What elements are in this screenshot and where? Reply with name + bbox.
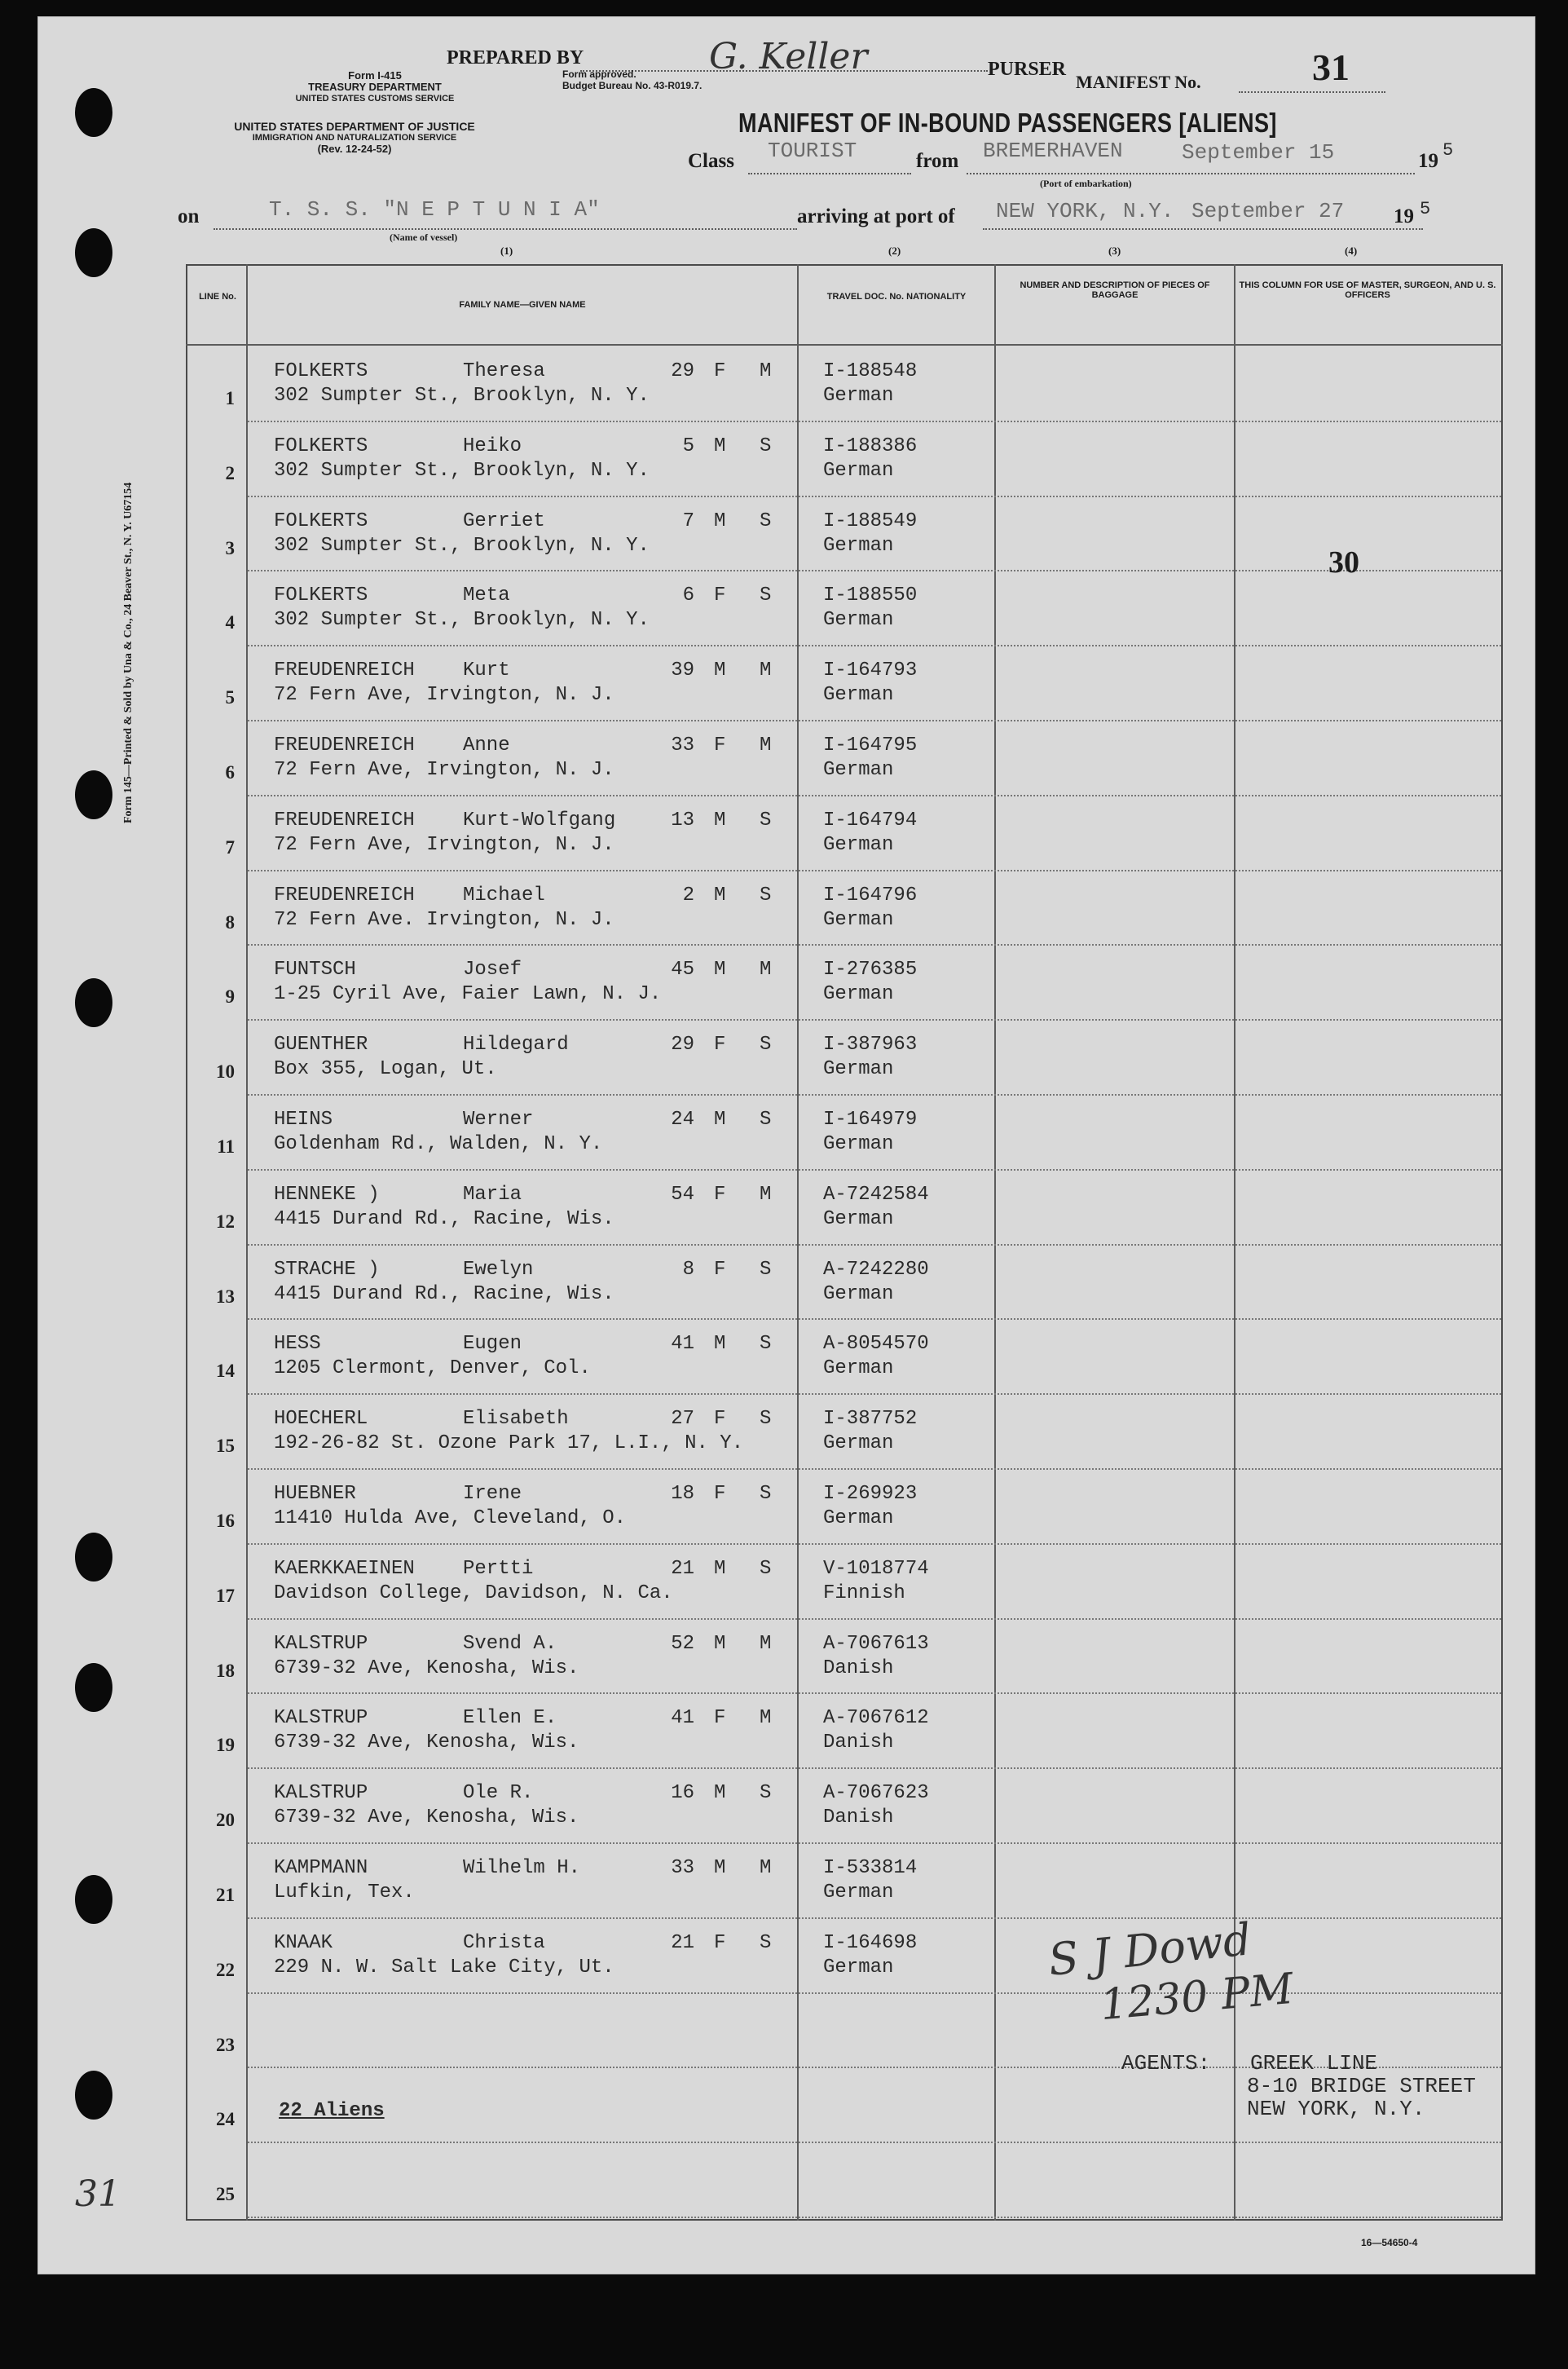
punch-hole — [75, 2071, 112, 2120]
manifest-no-line — [1239, 91, 1385, 93]
address: 302 Sumpter St., Brooklyn, N. Y. — [274, 460, 650, 482]
address: 229 N. W. Salt Lake City, Ut. — [274, 1957, 614, 1979]
row-divider — [248, 1169, 1501, 1171]
arrival-line — [983, 228, 1423, 230]
age: 52 — [671, 1633, 694, 1655]
marital-status: S — [760, 585, 772, 607]
marital-status: M — [760, 1633, 772, 1655]
travel-doc-number: I-269923 — [823, 1483, 918, 1505]
budget-bureau: Budget Bureau No. 43-R019.7. — [562, 80, 703, 91]
age: 2 — [682, 885, 694, 907]
family-name: HUEBNER — [274, 1483, 356, 1505]
family-name: KALSTRUP — [274, 1707, 368, 1729]
nationality: German — [823, 609, 894, 631]
family-name: KNAAK — [274, 1932, 333, 1954]
punch-hole — [75, 228, 112, 277]
sex: F — [714, 1707, 726, 1729]
given-name: Ole R. — [463, 1782, 534, 1804]
sex: F — [714, 1034, 726, 1056]
nationality: Danish — [823, 1807, 894, 1829]
nationality: German — [823, 535, 894, 557]
arrival-year-prefix: 19 — [1394, 205, 1414, 227]
inspector-signature: S J Dowd — [1046, 1913, 1254, 1986]
year-suffix: 5 — [1442, 140, 1454, 161]
age: 7 — [682, 510, 694, 532]
given-name: Gerriet — [463, 510, 545, 532]
travel-doc-number: I-164796 — [823, 885, 918, 907]
given-name: Heiko — [463, 435, 522, 457]
line-number: 13 — [216, 1286, 235, 1307]
given-name: Ellen E. — [463, 1707, 557, 1729]
manifest-title: MANIFEST OF IN-BOUND PASSENGERS [ALIENS] — [738, 108, 1277, 138]
line-number: 23 — [216, 2035, 235, 2055]
marital-status: S — [760, 810, 772, 832]
row-divider — [248, 1842, 1501, 1845]
line-number: 19 — [216, 1735, 235, 1755]
row-divider — [248, 2217, 1501, 2219]
travel-doc-number: I-188549 — [823, 510, 918, 532]
address: Box 355, Logan, Ut. — [274, 1058, 497, 1080]
family-name: KALSTRUP — [274, 1633, 368, 1655]
class-label: Class — [688, 150, 734, 172]
vessel-caption: (Name of vessel) — [390, 232, 458, 243]
customs-service: UNITED STATES CUSTOMS SERVICE — [295, 94, 455, 104]
immigration-service: IMMIGRATION AND NATURALIZATION SERVICE — [252, 133, 457, 143]
row-divider — [248, 1692, 1501, 1695]
footer-code: 16—54650-4 — [1361, 2237, 1418, 2248]
nationality: German — [823, 1058, 894, 1080]
given-name: Pertti — [463, 1558, 534, 1580]
address: 1-25 Cyril Ave, Faier Lawn, N. J. — [274, 983, 662, 1005]
from-label: from — [916, 150, 959, 172]
marital-status: S — [760, 1483, 772, 1505]
class-line — [748, 173, 911, 174]
age: 41 — [671, 1707, 694, 1729]
travel-doc-number: A-7067623 — [823, 1782, 929, 1804]
sex: M — [714, 510, 726, 532]
family-name: GUENTHER — [274, 1034, 368, 1056]
age: 45 — [671, 959, 694, 981]
marital-status: S — [760, 1408, 772, 1430]
age: 27 — [671, 1408, 694, 1430]
line-number: 7 — [225, 837, 235, 858]
punch-hole — [75, 770, 112, 819]
sex: F — [714, 1259, 726, 1281]
address: 72 Fern Ave, Irvington, N. J. — [274, 684, 614, 706]
travel-doc-number: I-188548 — [823, 360, 918, 382]
arrival-year-suffix: 5 — [1420, 199, 1431, 219]
marital-status: S — [760, 1932, 772, 1954]
address: 302 Sumpter St., Brooklyn, N. Y. — [274, 609, 650, 631]
marital-status: S — [760, 1259, 772, 1281]
line-number: 18 — [216, 1661, 235, 1681]
travel-doc-number: A-8054570 — [823, 1333, 929, 1355]
family-name: HENNEKE ) — [274, 1184, 380, 1206]
age: 33 — [671, 735, 694, 757]
given-name: Maria — [463, 1184, 522, 1206]
nationality: German — [823, 460, 894, 482]
line-number: 8 — [225, 912, 235, 933]
row-divider — [248, 1468, 1501, 1471]
nationality: Danish — [823, 1657, 894, 1679]
row-divider — [248, 2142, 1501, 2144]
nationality: German — [823, 684, 894, 706]
grid-line — [246, 264, 248, 2221]
family-name: FOLKERTS — [274, 510, 368, 532]
row-divider — [248, 1318, 1501, 1321]
form-approved: Form approved. — [562, 68, 636, 80]
sex: M — [714, 959, 726, 981]
nationality: Danish — [823, 1732, 894, 1754]
sex: M — [714, 810, 726, 832]
travel-doc-number: A-7067612 — [823, 1707, 929, 1729]
row-divider — [248, 570, 1501, 572]
family-name: FUNTSCH — [274, 959, 356, 981]
marital-status: S — [760, 1558, 772, 1580]
marital-status: S — [760, 1109, 772, 1131]
row-divider — [248, 1393, 1501, 1396]
line-number: 22 — [216, 1960, 235, 1980]
marital-status: S — [760, 1333, 772, 1355]
sex: F — [714, 735, 726, 757]
age: 6 — [682, 585, 694, 607]
total-aliens: 22 Aliens — [279, 2100, 385, 2122]
row-divider — [248, 1094, 1501, 1096]
marital-status: S — [760, 885, 772, 907]
year-prefix: 19 — [1418, 150, 1438, 172]
vessel-name: T. S. S. "N E P T U N I A" — [269, 197, 600, 222]
travel-doc-number: I-387752 — [823, 1408, 918, 1430]
travel-doc-number: A-7242280 — [823, 1259, 929, 1281]
line-number: 16 — [216, 1511, 235, 1531]
sex: F — [714, 1483, 726, 1505]
travel-doc-number: I-164979 — [823, 1109, 918, 1131]
row-divider — [248, 870, 1501, 872]
row-divider — [248, 645, 1501, 647]
manifest-no-label: MANIFEST No. — [1076, 72, 1201, 92]
sex: F — [714, 1932, 726, 1954]
family-name: FOLKERTS — [274, 585, 368, 607]
sex: M — [714, 1782, 726, 1804]
nationality: German — [823, 385, 894, 407]
travel-doc-number: I-533814 — [823, 1857, 918, 1879]
officer-mark: 30 — [1328, 545, 1359, 580]
form-number: Form I-415 — [348, 69, 402, 82]
address: 302 Sumpter St., Brooklyn, N. Y. — [274, 385, 650, 407]
address: 72 Fern Ave, Irvington, N. J. — [274, 759, 614, 781]
col-header-officers: THIS COLUMN FOR USE OF MASTER, SURGEON, AND U. S. OFFICERS — [1239, 280, 1496, 300]
sex: M — [714, 435, 726, 457]
row-divider — [248, 1917, 1501, 1920]
travel-doc-number: A-7067613 — [823, 1633, 929, 1655]
family-name: HESS — [274, 1333, 321, 1355]
vessel-line — [214, 228, 797, 230]
nationality: German — [823, 1432, 894, 1454]
sex: M — [714, 1558, 726, 1580]
line-number: 9 — [225, 986, 235, 1007]
address: 6739-32 Ave, Kenosha, Wis. — [274, 1807, 579, 1829]
line-number: 3 — [225, 538, 235, 558]
agent-line-2: 8-10 BRIDGE STREET — [1247, 2074, 1476, 2098]
line-number: 17 — [216, 1586, 235, 1606]
marital-status: M — [760, 1707, 772, 1729]
on-label: on — [178, 205, 200, 227]
departure-date: September 15 — [1182, 140, 1335, 165]
line-number: 2 — [225, 463, 235, 483]
nationality: German — [823, 759, 894, 781]
row-divider — [248, 720, 1501, 722]
given-name: Ewelyn — [463, 1259, 534, 1281]
family-name: KALSTRUP — [274, 1782, 368, 1804]
column-mark-1: (1) — [500, 245, 513, 257]
given-name: Irene — [463, 1483, 522, 1505]
row-divider — [248, 1992, 1501, 1995]
family-name: STRACHE ) — [274, 1259, 380, 1281]
manifest-table — [186, 264, 1503, 2221]
travel-doc-number: I-276385 — [823, 959, 918, 981]
sex: M — [714, 1109, 726, 1131]
nationality: Finnish — [823, 1582, 905, 1604]
agent-line-3: NEW YORK, N.Y. — [1247, 2097, 1425, 2121]
given-name: Christa — [463, 1932, 545, 1954]
sex: F — [714, 585, 726, 607]
grid-line — [797, 264, 799, 2221]
given-name: Meta — [463, 585, 510, 607]
travel-doc-number: I-164698 — [823, 1932, 918, 1954]
age: 21 — [671, 1932, 694, 1954]
family-name: HOECHERL — [274, 1408, 368, 1430]
port-of-embarkation: BREMERHAVEN — [983, 139, 1123, 163]
col-header-baggage: NUMBER AND DESCRIPTION OF PIECES OF BAGGAGE — [1020, 280, 1210, 300]
row-divider — [248, 496, 1501, 498]
line-number: 12 — [216, 1211, 235, 1232]
given-name: Hildegard — [463, 1034, 569, 1056]
prepared-by-label: PREPARED BY — [447, 47, 584, 68]
marital-status: S — [760, 510, 772, 532]
marital-status: M — [760, 959, 772, 981]
punch-hole — [75, 978, 112, 1027]
marital-status: M — [760, 360, 772, 382]
nationality: German — [823, 1208, 894, 1230]
punch-hole — [75, 88, 112, 137]
port-embarkation-caption: (Port of embarkation) — [1040, 178, 1132, 189]
age: 33 — [671, 1857, 694, 1879]
travel-doc-number: V-1018774 — [823, 1558, 929, 1580]
age: 29 — [671, 1034, 694, 1056]
marital-status: S — [760, 1782, 772, 1804]
given-name: Theresa — [463, 360, 545, 382]
nationality: German — [823, 1882, 894, 1904]
nationality: German — [823, 1357, 894, 1379]
given-name: Kurt — [463, 660, 510, 682]
line-number: 25 — [216, 2184, 235, 2204]
family-name: KAMPMANN — [274, 1857, 368, 1879]
col-header-travel-doc: TRAVEL DOC. No. NATIONALITY — [826, 292, 967, 302]
address: 6739-32 Ave, Kenosha, Wis. — [274, 1657, 579, 1679]
address: Lufkin, Tex. — [274, 1882, 415, 1904]
row-divider — [248, 1618, 1501, 1621]
address: 4415 Durand Rd., Racine, Wis. — [274, 1283, 614, 1305]
line-number: 10 — [216, 1061, 235, 1082]
age: 21 — [671, 1558, 694, 1580]
arriving-label: arriving at port of — [797, 205, 955, 227]
family-name: KAERKKAEINEN — [274, 1558, 415, 1580]
address: Goldenham Rd., Walden, N. Y. — [274, 1133, 603, 1155]
address: 72 Fern Ave. Irvington, N. J. — [274, 909, 614, 931]
nationality: German — [823, 1957, 894, 1979]
column-mark-4: (4) — [1345, 245, 1358, 257]
address: 11410 Hulda Ave, Cleveland, O. — [274, 1507, 627, 1529]
nationality: German — [823, 1133, 894, 1155]
manifest-number: 31 — [1312, 46, 1350, 88]
row-divider — [248, 1767, 1501, 1770]
address: 72 Fern Ave, Irvington, N. J. — [274, 834, 614, 856]
travel-doc-number: I-387963 — [823, 1034, 918, 1056]
margin-note: 31 — [75, 2173, 121, 2215]
revision-date: (Rev. 12-24-52) — [317, 143, 392, 155]
age: 16 — [671, 1782, 694, 1804]
line-number: 14 — [216, 1361, 235, 1381]
travel-doc-number: A-7242584 — [823, 1184, 929, 1206]
inspector-time: 1230 PM — [1098, 1964, 1296, 2031]
address: 6739-32 Ave, Kenosha, Wis. — [274, 1732, 579, 1754]
line-number: 5 — [225, 687, 235, 708]
travel-doc-number: I-188386 — [823, 435, 918, 457]
line-number: 6 — [225, 762, 235, 783]
arrival-date: September 27 — [1191, 199, 1345, 223]
sex: F — [714, 1408, 726, 1430]
age: 39 — [671, 660, 694, 682]
prepared-by-signature: G. Keller — [709, 36, 868, 77]
family-name: FREUDENREICH — [274, 660, 415, 682]
marital-status: M — [760, 1857, 772, 1879]
age: 29 — [671, 360, 694, 382]
class-value: TOURIST — [768, 139, 857, 163]
given-name: Werner — [463, 1109, 534, 1131]
column-mark-2: (2) — [888, 245, 901, 257]
given-name: Kurt-Wolfgang — [463, 810, 616, 832]
age: 41 — [671, 1333, 694, 1355]
age: 54 — [671, 1184, 694, 1206]
family-name: FREUDENREICH — [274, 735, 415, 757]
marital-status: M — [760, 660, 772, 682]
sex: M — [714, 1333, 726, 1355]
address: 4415 Durand Rd., Racine, Wis. — [274, 1208, 614, 1230]
given-name: Eugen — [463, 1333, 522, 1355]
sex: F — [714, 1184, 726, 1206]
nationality: German — [823, 1283, 894, 1305]
given-name: Elisabeth — [463, 1408, 569, 1430]
nationality: German — [823, 909, 894, 931]
travel-doc-number: I-164793 — [823, 660, 918, 682]
age: 18 — [671, 1483, 694, 1505]
row-divider — [248, 1543, 1501, 1546]
column-mark-3: (3) — [1108, 245, 1121, 257]
line-number: 4 — [225, 612, 235, 633]
given-name: Michael — [463, 885, 545, 907]
from-line — [967, 173, 1415, 174]
address: Davidson College, Davidson, N. Ca. — [274, 1582, 673, 1604]
family-name: FREUDENREICH — [274, 885, 415, 907]
line-number: 20 — [216, 1810, 235, 1830]
marital-status: S — [760, 435, 772, 457]
sex: M — [714, 1857, 726, 1879]
marital-status: S — [760, 1034, 772, 1056]
line-number: 1 — [225, 388, 235, 408]
age: 13 — [671, 810, 694, 832]
sex: M — [714, 1633, 726, 1655]
address: 302 Sumpter St., Brooklyn, N. Y. — [274, 535, 650, 557]
row-divider — [248, 421, 1501, 423]
agent-line-1: GREEK LINE — [1250, 2051, 1378, 2076]
grid-line — [994, 264, 996, 2221]
given-name: Wilhelm H. — [463, 1857, 581, 1879]
row-divider — [248, 1019, 1501, 1021]
agents-label: AGENTS: — [1121, 2051, 1211, 2076]
sex: F — [714, 360, 726, 382]
nationality: German — [823, 1507, 894, 1529]
printer-credit: Form 145—Printed & Sold by Una & Co., 24 Beaver St., N. Y. U67154 — [122, 482, 134, 823]
col-header-line-no: LINE No. — [199, 292, 236, 302]
family-name: FOLKERTS — [274, 360, 368, 382]
address: 1205 Clermont, Denver, Col. — [274, 1357, 591, 1379]
punch-hole — [75, 1663, 112, 1712]
marital-status: M — [760, 1184, 772, 1206]
travel-doc-number: I-188550 — [823, 585, 918, 607]
age: 8 — [682, 1259, 694, 1281]
address: 192-26-82 St. Ozone Park 17, L.I., N. Y. — [274, 1432, 744, 1454]
given-name: Josef — [463, 959, 522, 981]
row-divider — [248, 795, 1501, 797]
treasury-department: TREASURY DEPARTMENT — [308, 81, 442, 93]
given-name: Svend A. — [463, 1633, 557, 1655]
sex: M — [714, 885, 726, 907]
line-number: 15 — [216, 1436, 235, 1456]
justice-department: UNITED STATES DEPARTMENT OF JUSTICE — [234, 120, 475, 133]
line-number: 24 — [216, 2109, 235, 2129]
line-number: 21 — [216, 1885, 235, 1905]
given-name: Anne — [463, 735, 510, 757]
row-divider — [248, 944, 1501, 946]
nationality: German — [823, 834, 894, 856]
travel-doc-number: I-164794 — [823, 810, 918, 832]
family-name: FOLKERTS — [274, 435, 368, 457]
arrival-port: NEW YORK, N.Y. — [996, 199, 1174, 223]
sex: M — [714, 660, 726, 682]
header-rule — [186, 344, 1503, 346]
line-number: 11 — [217, 1136, 235, 1157]
age: 5 — [682, 435, 694, 457]
nationality: German — [823, 983, 894, 1005]
punch-hole — [75, 1875, 112, 1924]
punch-hole — [75, 1533, 112, 1582]
family-name: HEINS — [274, 1109, 333, 1131]
travel-doc-number: I-164795 — [823, 735, 918, 757]
col-header-name: FAMILY NAME—GIVEN NAME — [459, 300, 586, 310]
row-divider — [248, 1244, 1501, 1246]
family-name: FREUDENREICH — [274, 810, 415, 832]
marital-status: M — [760, 735, 772, 757]
age: 24 — [671, 1109, 694, 1131]
purser-label: PURSER — [988, 59, 1067, 80]
